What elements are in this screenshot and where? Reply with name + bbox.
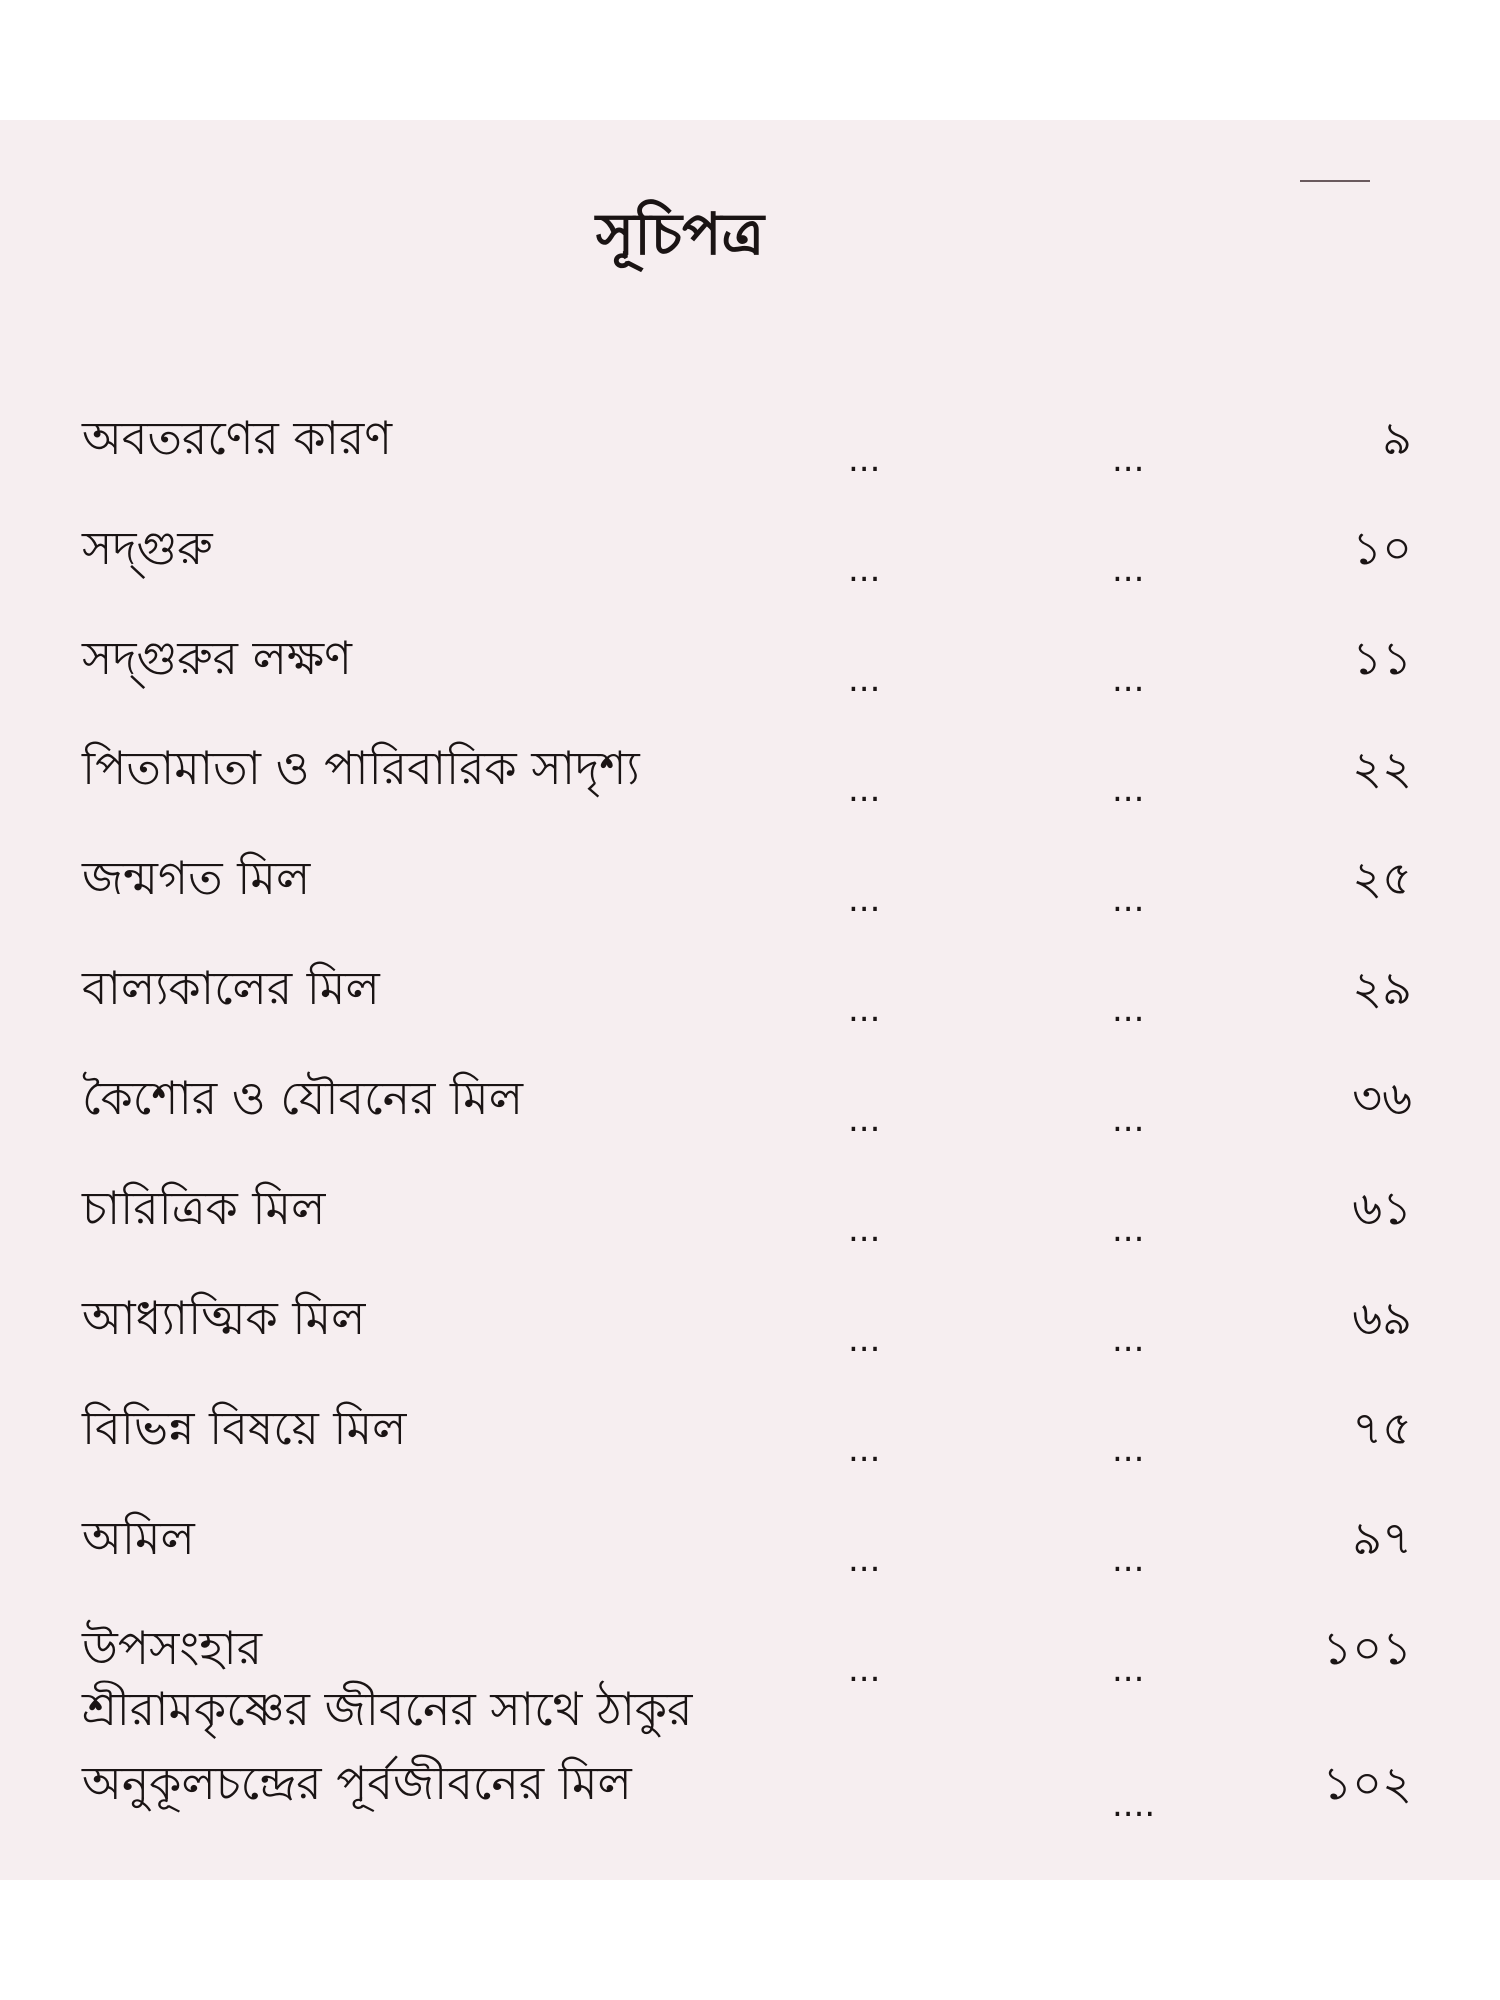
page-title: সূচিপত্র — [595, 200, 765, 268]
leader-dots: .... — [1112, 1785, 1156, 1825]
entry-label: আধ্যাত্মিক মিল — [82, 1291, 366, 1345]
toc-entry — [82, 400, 1412, 480]
entry-page-number: ১১ — [1352, 631, 1412, 685]
leader-dots: ... — [848, 1430, 881, 1470]
leader-dots: ... — [848, 990, 881, 1030]
leader-dots: ... — [1112, 550, 1145, 590]
entry-page-number: ২২ — [1352, 741, 1412, 795]
table-of-contents — [0, 120, 1500, 1880]
leader-dots: ... — [848, 440, 881, 480]
leader-dots: ... — [1112, 440, 1145, 480]
entry-page-number: ৭৫ — [1352, 1401, 1412, 1455]
toc-entry-last — [82, 1745, 1412, 1825]
entry-page-number: ১০২ — [1322, 1756, 1412, 1810]
entry-page-number: ১০১ — [1322, 1621, 1412, 1675]
leader-dots: ... — [1112, 770, 1145, 810]
entry-label: চারিত্রিক মিল — [82, 1181, 326, 1235]
leader-dots: ... — [1112, 1430, 1145, 1470]
entry-page-number: ৬৯ — [1352, 1291, 1412, 1345]
entry-page-number: ২৯ — [1352, 961, 1412, 1015]
toc-entry — [82, 840, 1412, 920]
entry-page-number: ৬১ — [1352, 1181, 1412, 1235]
toc-page — [0, 120, 1500, 1880]
leader-dots: ... — [1112, 880, 1145, 920]
leader-dots: ... — [848, 1540, 881, 1580]
entry-page-number: ৩৬ — [1352, 1071, 1412, 1125]
entry-label: বিভিন্ন বিষয়ে মিল — [82, 1401, 407, 1455]
entry-page-number: ১০ — [1352, 521, 1412, 575]
leader-dots: ... — [848, 880, 881, 920]
entry-label-line2: অনুকূলচন্দ্রের পূর্বজীবনের মিল — [82, 1756, 632, 1810]
leader-dots: ... — [1112, 660, 1145, 700]
entry-page-number: ২৫ — [1352, 851, 1412, 905]
toc-entry — [82, 510, 1412, 590]
leader-dots: ... — [848, 1320, 881, 1360]
leader-dots: ... — [848, 770, 881, 810]
toc-entry — [82, 730, 1412, 810]
entry-label: সদ্‌গুরুর লক্ষণ — [82, 631, 352, 685]
entry-label: বাল্যকালের মিল — [82, 961, 380, 1015]
toc-entry — [82, 950, 1412, 1030]
toc-entry — [82, 1060, 1412, 1140]
toc-entry — [82, 1390, 1412, 1470]
entry-label: পিতামাতা ও পারিবারিক সাদৃশ্য — [82, 741, 640, 795]
entry-page-number: ৯৭ — [1352, 1511, 1412, 1565]
entry-label: কৈশোর ও যৌবনের মিল — [82, 1071, 523, 1125]
leader-dots: ... — [848, 1650, 881, 1690]
leader-dots: ... — [1112, 990, 1145, 1030]
entry-label: সদ্‌গুরু — [82, 521, 213, 575]
entry-label: জন্মগত মিল — [82, 851, 311, 905]
leader-dots: ... — [848, 550, 881, 590]
leader-dots: ... — [848, 1210, 881, 1250]
leader-dots: ... — [848, 660, 881, 700]
toc-entry — [82, 620, 1412, 700]
entry-label-line1: শ্রীরামকৃষ্ণের জীবনের সাথে ঠাকুর — [82, 1682, 693, 1736]
entry-label: অমিল — [82, 1511, 195, 1565]
toc-entry — [82, 1500, 1412, 1580]
toc-entry — [82, 1170, 1412, 1250]
leader-dots: ... — [1112, 1100, 1145, 1140]
entry-page-number: ৯ — [1382, 411, 1412, 465]
leader-dots: ... — [1112, 1650, 1145, 1690]
entry-label: অবতরণের কারণ — [82, 411, 393, 465]
toc-entry — [82, 1280, 1412, 1360]
leader-dots: ... — [1112, 1540, 1145, 1580]
leader-dots: ... — [1112, 1320, 1145, 1360]
entry-label: উপসংহার — [82, 1621, 263, 1675]
leader-dots: ... — [848, 1100, 881, 1140]
leader-dots: ... — [1112, 1210, 1145, 1250]
